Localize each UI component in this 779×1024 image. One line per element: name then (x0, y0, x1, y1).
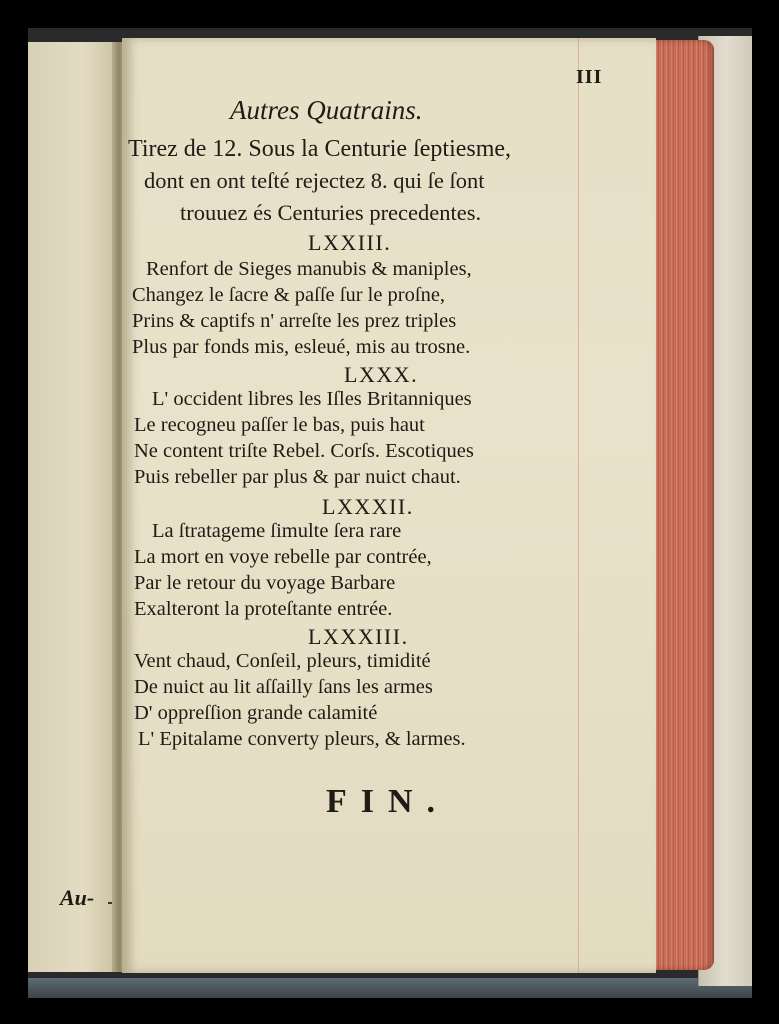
verse-line: Renfort de Sieges manubis & maniples, (146, 258, 472, 280)
verse-line: Exalteront la proteſtante entrée. (134, 598, 393, 620)
verse-line: L' Epitalame converty pleurs, & larmes. (138, 728, 466, 750)
book-cover-edge (28, 978, 752, 998)
verse-line: Par le retour du voyage Barbare (134, 572, 396, 594)
verse-line: D' oppreſſion grande calamité (134, 702, 378, 724)
verse-line: La ſtratageme ſimulte ſera rare (152, 520, 402, 542)
left-page (28, 42, 121, 972)
verse-line: Changez le ſacre & paſſe ſur le proſne, (132, 284, 446, 306)
book-scan (28, 28, 752, 998)
page-fold-line (578, 38, 579, 973)
verse-line: Le recogneu paſſer le bas, puis haut (134, 414, 425, 436)
catchword: Au- (60, 885, 95, 910)
closing-fin: FIN. (326, 783, 450, 820)
verse-line: L' occident libres les Iſles Britanniques (152, 388, 472, 410)
quatrain-numeral: LXXIII. (308, 230, 392, 255)
verse-line: Vent chaud, Conſeil, pleurs, timidité (134, 650, 431, 672)
intro-line-2: dont en ont teſté rejectez 8. qui ſe ſont (144, 168, 485, 193)
folio-number: III (576, 66, 603, 88)
verse-line: Plus par fonds mis, esleué, mis au trosne. (132, 336, 471, 358)
page-heading: Autres Quatrains. (230, 95, 423, 125)
quatrain-numeral: LXXX. (344, 362, 419, 387)
verse-line: Puis rebeller par plus & par nuict chaut. (134, 466, 461, 488)
verse-line: De nuict au lit aſſailly ſans les armes (134, 676, 433, 698)
right-page (122, 38, 656, 973)
intro-line-1: Tirez de 12. Sous la Centurie ſeptiesme, (128, 136, 512, 162)
quatrain-numeral: LXXXIII. (308, 624, 409, 649)
verse-line: La mort en voye rebelle par contrée, (134, 546, 432, 568)
verse-line: Ne content triſte Rebel. Corſs. Escotiques (134, 440, 474, 462)
quatrain-numeral: LXXXII. (322, 494, 414, 519)
red-page-edges (650, 40, 714, 970)
intro-line-3: trouuez és Centuries precedentes. (180, 200, 482, 225)
verse-line: Prins & captifs n' arreſte les prez triples (132, 310, 457, 332)
